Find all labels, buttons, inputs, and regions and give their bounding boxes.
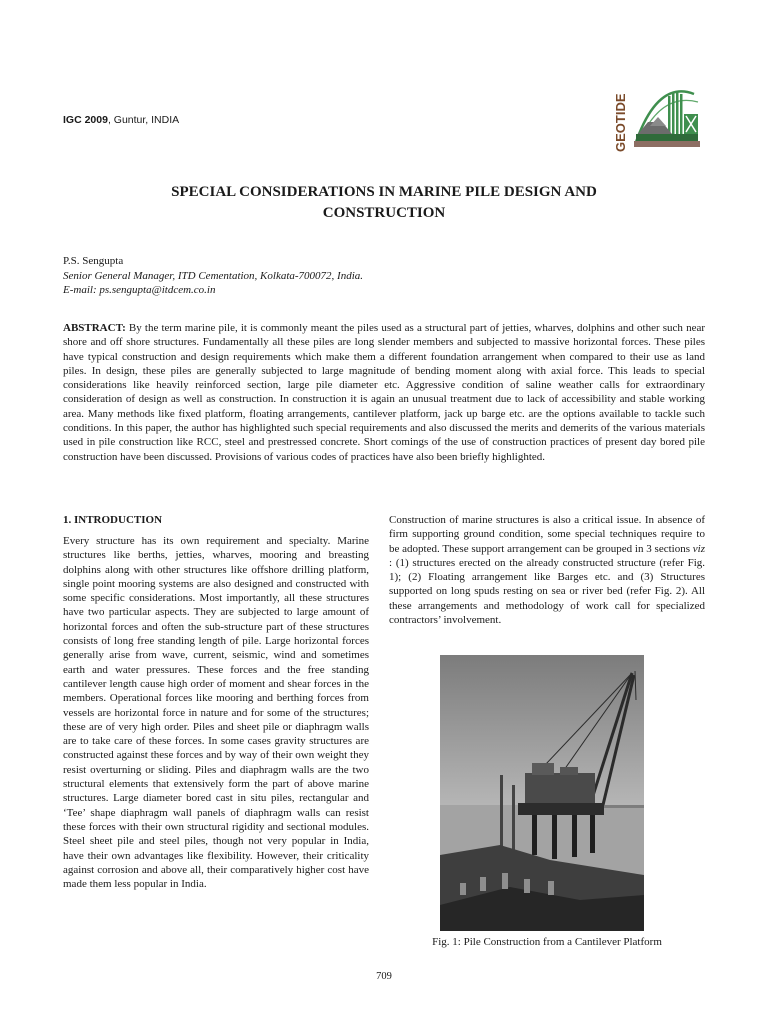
conference-location: , Guntur, INDIA	[107, 114, 180, 126]
title-line-1: SPECIAL CONSIDERATIONS IN MARINE PILE DESIGN AND	[171, 184, 597, 200]
author-block	[63, 254, 363, 298]
pile-construction-photo	[440, 655, 644, 931]
abstract-label: ABSTRACT:	[63, 322, 126, 334]
introduction-heading: 1. INTRODUCTION	[63, 514, 163, 526]
author-email: E-mail: ps.sengupta@itdcem.co.in	[63, 284, 216, 296]
construction-text-before: Construction of marine structures is also a critical issue. In absence of firm supporting ground condition, some special techniques require to be adopted. These support arrangement can be grouped in 3 sections	[389, 514, 705, 555]
construction-text-after: : (1) structures erected on the already constructed structure (refer Fig. 1); (2) Floating arrangement like Barges etc. and (3) Structures supported on long spuds resting on sea or river bed (refer Fig. 2). All these arrangements and methodology of work call for specialized contractors’ involvement.	[389, 556, 705, 627]
abstract-text: By the term marine pile, it is commonly meant the piles used as a structural part of jetties, wharves, dolphins and other such near shore and off shore structures. Fundamentally all these piles are long slender members and subjected to massive horizontal forces. These piles have typical construction and design requirements which make them a different foundation arrangement when compared to their use as land piles. In design, these piles are generally subjected to large magnitude of bending moment along with axial force. This leads to special considerations like heavily reinforced section, large pile diameter etc. Aggressive condition of saline weather calls for extraordinary consideration of design as well as construction. In construction it is again an unusual treatment due to lack of accessibility and stable working area. Many methods like fixed platform, floating arrangements, cantilever platform, jack up barge etc. are the options available to tackle such conditions. In this paper, the author has highlighted such special requirements and also discussed the merits and demerits of the various materials used in pile construction like RCC, steel and prestressed concrete. Short comings of the use of construction practices of present day bored pile construction have been discussed. Provisions of various codes of practices have also been briefly highlighted.	[63, 322, 705, 463]
conference-name: IGC 2009	[63, 114, 108, 126]
geotide-society-logo	[608, 76, 704, 154]
logo-text: GEOTIDE	[613, 93, 628, 152]
left-column	[63, 513, 369, 891]
conference-line	[63, 114, 179, 126]
title-line-2: CONSTRUCTION	[322, 205, 446, 221]
introduction-body: Every structure has its own requirement and specialty. Marine structures like berths, jetties, wharves, mooring and breasting dolphins along with other structures like offshore drilling platform, single point mooring systems are also designed and constructed with some specific considerations. Most importantly, all these structures have two particular aspects. They are subjected to large amount of horizontal forces and often the sub-structure part of these structures consists of long free standing length of pile. Large horizontal forces generally arise from wave, current, seismic, wind and sometimes earth and water pressures. These forces and the free standing cantilever length cause high order of moment and shear forces in the members. Operational forces like mooring and berthing forces from vessels are horizontal force in nature and for some of the structures; these are of very high order. Piles and sheet pile or diaphragm walls are to take care of these forces. In some cases gravity structures are constructed against these forces and by way of their own weight they resist overturning or sliding. Piles and diaphragm walls are the two structural elements that extensively form the part of above marine structures. Large diameter bored cast in situ piles, rectangular and ‘Tee’ shape diaphragm wall panels of diaphragm walls can resist these forces with their own structural rigidity and sectional modules. Steel sheet pile and steel piles, though not very popular in India, have their own advantages like flexibility. However, their criticality against corrosion and above all, their comparatively higher cost have made them less popular in India.	[63, 535, 369, 891]
author-affiliation: Senior General Manager, ITD Cementation, Kolkata-700072, India.	[63, 269, 364, 282]
author-name: P.S. Sengupta	[63, 255, 124, 267]
figure-1-caption: Fig. 1: Pile Construction from a Cantilever Platform	[432, 936, 662, 948]
right-column	[389, 513, 705, 627]
abstract-paragraph	[63, 321, 705, 464]
page-number: 709	[376, 971, 392, 982]
construction-paragraph	[389, 513, 705, 627]
viz-term: viz	[692, 542, 705, 555]
paper-title	[63, 182, 705, 224]
